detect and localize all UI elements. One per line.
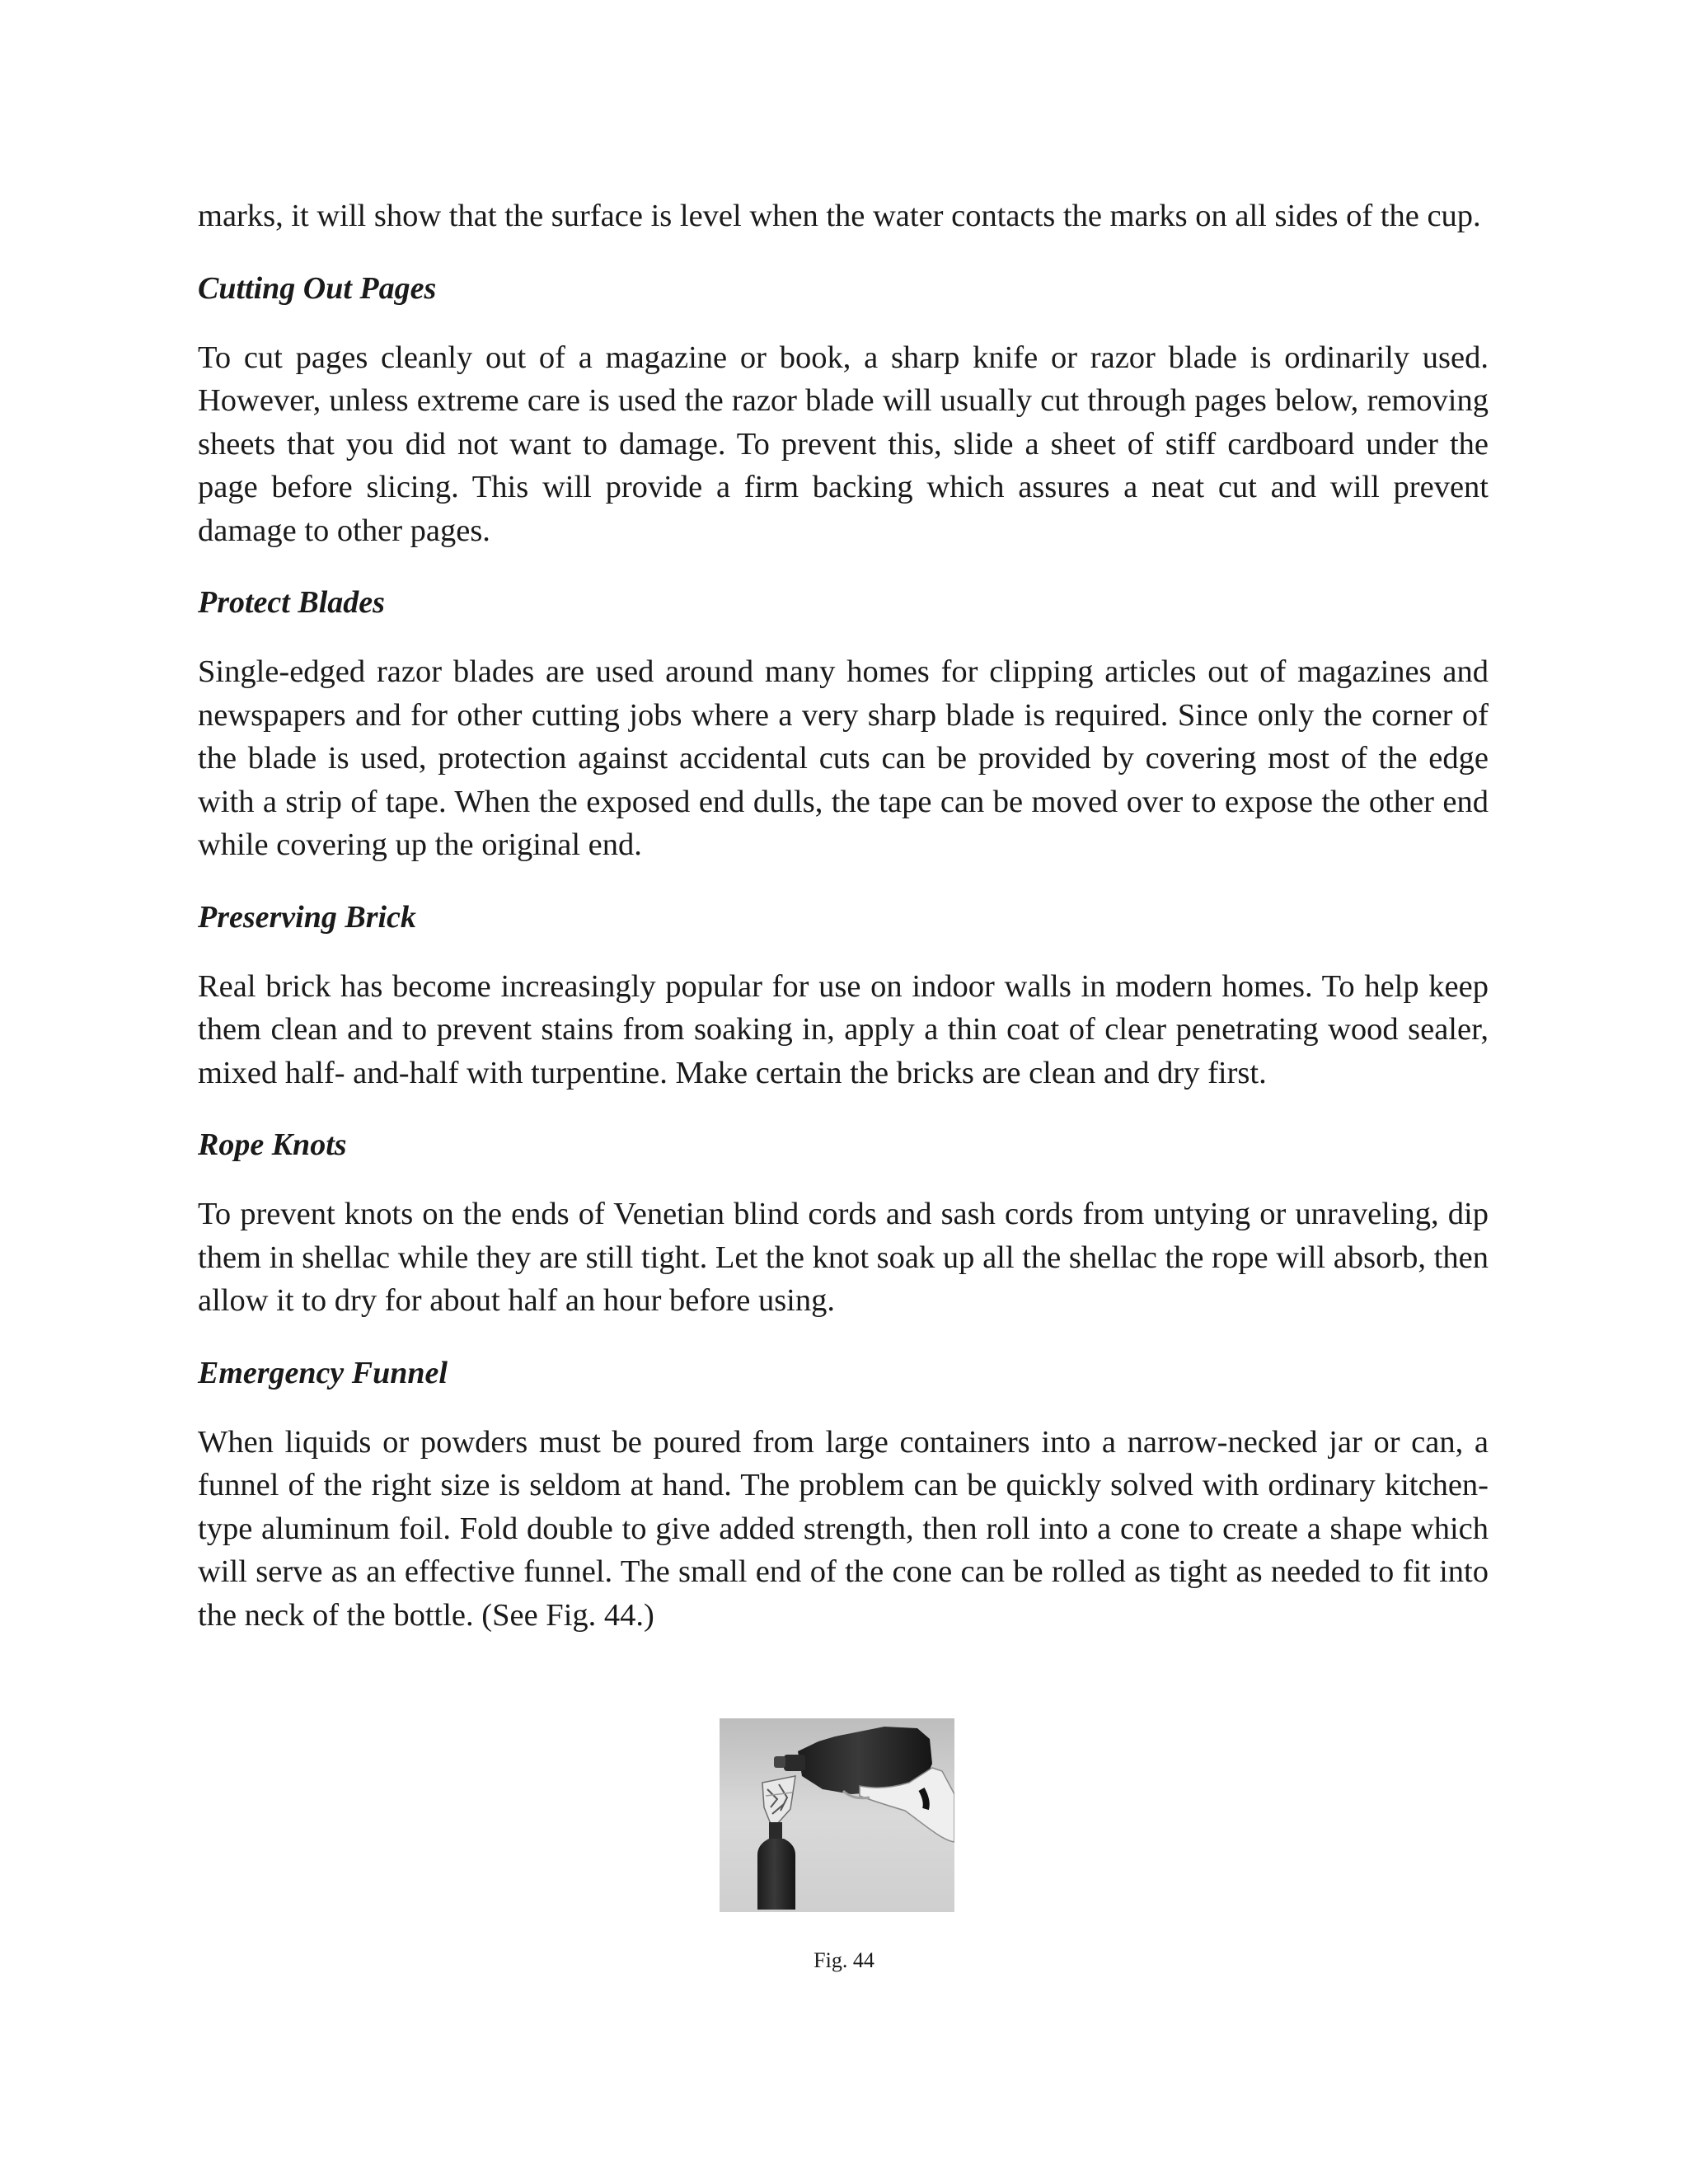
section-body-cutting-out-pages: To cut pages cleanly out of a magazine or book, a sharp knife or razor blade is ordinarily used. However, unless extreme care is used the razor blade will usually cut through pages below, removing sheets that you did not want to damage. To prevent this, slide a sheet of stiff cardboard under the page before slicing. This will provide a firm backing which assures a neat cut and will prevent damage to other pages. xyxy=(198,340,1489,548)
section-body-rope-knots: To prevent knots on the ends of Venetian blind cords and sash cords from untying or unraveling, dip them in shellac while they are still tight. Let the knot soak up all the shellac the rope will absorb, then allow it to dry for about half an hour before using. xyxy=(198,1197,1489,1318)
section-body-preserving-brick: Real brick has become increasingly popular for use on indoor walls in modern homes. To help keep them clean and to prevent stains from soaking in, apply a thin coat of clear penetrating wood sealer, mixed half- and-half with turpentine. Make certain the bricks are clean and dry first. xyxy=(198,968,1489,1090)
intro-paragraph: marks, it will show that the surface is level when the water contacts the marks on all sides of the cup. xyxy=(198,199,1481,233)
section-heading-cutting-out-pages: Cutting Out Pages xyxy=(198,270,437,306)
document-page xyxy=(198,194,1489,1637)
section-heading-rope-knots: Rope Knots xyxy=(198,1127,347,1162)
funnel-photo-illustration xyxy=(720,1718,954,1912)
figure-caption: Fig. 44 xyxy=(814,1948,874,1972)
section-heading-protect-blades: Protect Blades xyxy=(198,585,385,620)
section-body-protect-blades: Single-edged razor blades are used around many homes for clipping articles out of magazines and newspapers and for other cutting jobs where a very sharp blade is required. Since only the corner of the blade is used, protection against accidental cuts can be provided by covering most of the edge with a strip of tape. When the exposed end dulls, the tape can be moved over to expose the other end while covering up the original end. xyxy=(198,654,1489,862)
funnel-photo xyxy=(720,1718,954,1912)
section-heading-emergency-funnel: Emergency Funnel xyxy=(198,1355,448,1390)
section-heading-preserving-brick: Preserving Brick xyxy=(198,899,416,935)
section-body-emergency-funnel: When liquids or powders must be poured from large containers into a narrow-necked jar or can, a funnel of the right size is seldom at hand. The problem can be quickly solved with ordinary kitchen-type aluminum foil. Fold double to give added strength, then roll into a cone to create a shape which will serve as an effective funnel. The small end of the cone can be rolled as tight as needed to fit into the neck of the bottle. (See Fig. 44.) xyxy=(198,1424,1489,1633)
